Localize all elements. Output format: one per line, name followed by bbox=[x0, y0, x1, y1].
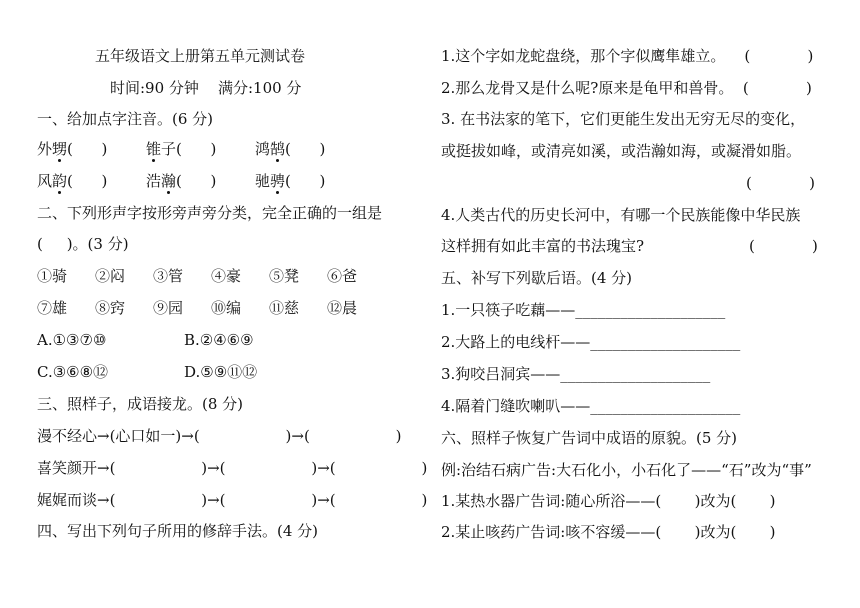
q1-item: 风韵( ) bbox=[37, 172, 108, 190]
q2-item: ⑤凳 bbox=[269, 267, 300, 285]
q3-heading: 三、照样子，成语接龙。(8 分) bbox=[37, 395, 244, 413]
q1-item: 锥子( ) bbox=[146, 140, 217, 158]
q3-row: 娓娓而谈→( )→( )→( ) bbox=[37, 491, 428, 509]
q4-sentence: 2.那么龙骨又是什么呢?原来是龟甲和兽骨。 ( ) bbox=[441, 79, 812, 97]
q2-item: ②闷 bbox=[95, 267, 126, 285]
q5-item: 2.大路上的电线杆——____________________ bbox=[441, 333, 741, 351]
q2-item: ⑥爸 bbox=[327, 267, 358, 285]
q6-item: 1.某热水器广告词:随心所浴——( )改为( ) bbox=[441, 492, 776, 510]
q5-item: 3.狗咬吕洞宾——____________________ bbox=[441, 365, 711, 383]
q2-item: ①骑 bbox=[37, 267, 68, 285]
q2-heading: 二、下列形声字按形旁声旁分类，完全正确的一组是 bbox=[37, 204, 383, 222]
q2-option-b: B.②④⑥⑨ bbox=[184, 331, 254, 349]
q4-sentence: 4.人类古代的历史长河中，有哪一个民族能像中华民族 bbox=[441, 206, 801, 224]
q2-item: ⑫晨 bbox=[327, 299, 358, 317]
q2-option-d: D.⑤⑨⑪⑫ bbox=[184, 363, 258, 381]
q3-row: 喜笑颜开→( )→( )→( ) bbox=[37, 459, 428, 477]
q2-item: ④豪 bbox=[211, 267, 242, 285]
q1-item: 浩瀚( ) bbox=[146, 172, 217, 190]
q2-item: ⑨园 bbox=[153, 299, 184, 317]
q2-item: ③管 bbox=[153, 267, 184, 285]
q4-sentence: 3. 在书法家的笔下，它们更能生发出无穷无尽的变化， bbox=[441, 110, 806, 128]
q4-sentence-cont: 这样拥有如此丰富的书法瑰宝? ( ) bbox=[441, 237, 818, 255]
q1-heading: 一、给加点字注音。(6 分) bbox=[37, 110, 214, 128]
q1-item: 驰骋( ) bbox=[255, 172, 326, 190]
q2-item: ⑦雄 bbox=[37, 299, 68, 317]
q6-heading: 六、照样子恢复广告词中成语的原貌。(5 分) bbox=[441, 429, 738, 447]
q2-option-c: C.③⑥⑧⑫ bbox=[37, 363, 109, 381]
q2-item: ⑩编 bbox=[211, 299, 242, 317]
q4-sentence-cont: 或挺拔如峰，或清亮如溪，或浩瀚如海，或凝滑如脂。 bbox=[441, 142, 802, 160]
q2-item: ⑧窍 bbox=[95, 299, 126, 317]
q6-example: 例:治结石病广告:大石化小，小石化了——“石”改为“事” bbox=[441, 461, 812, 479]
q5-item: 1.一只筷子吃藕——____________________ bbox=[441, 301, 726, 319]
q4-sentence: 1.这个字如龙蛇盘绕，那个字似鹰隼雄立。 ( ) bbox=[441, 47, 814, 65]
q5-item: 4.隔着门缝吹喇叭——____________________ bbox=[441, 397, 741, 415]
q2-heading-cont: ( )。(3 分) bbox=[37, 235, 129, 253]
q5-heading: 五、补写下列歇后语。(4 分) bbox=[441, 269, 633, 287]
q3-row: 漫不经心→(心口如一)→( )→( ) bbox=[37, 427, 402, 445]
page-subtitle: 时间:90 分钟 满分:100 分 bbox=[110, 79, 302, 97]
q2-option-a: A.①③⑦⑩ bbox=[37, 331, 107, 349]
q4-answer-blank: ( ) bbox=[746, 174, 815, 192]
q1-item: 外甥( ) bbox=[37, 140, 108, 158]
page-title: 五年级语文上册第五单元测试卷 bbox=[95, 47, 306, 65]
q2-item: ⑪慈 bbox=[269, 299, 300, 317]
q4-heading: 四、写出下列句子所用的修辞手法。(4 分) bbox=[37, 522, 319, 540]
q6-item: 2.某止咳药广告词:咳不容缓——( )改为( ) bbox=[441, 523, 776, 541]
q1-item: 鸿鹄( ) bbox=[255, 140, 326, 158]
